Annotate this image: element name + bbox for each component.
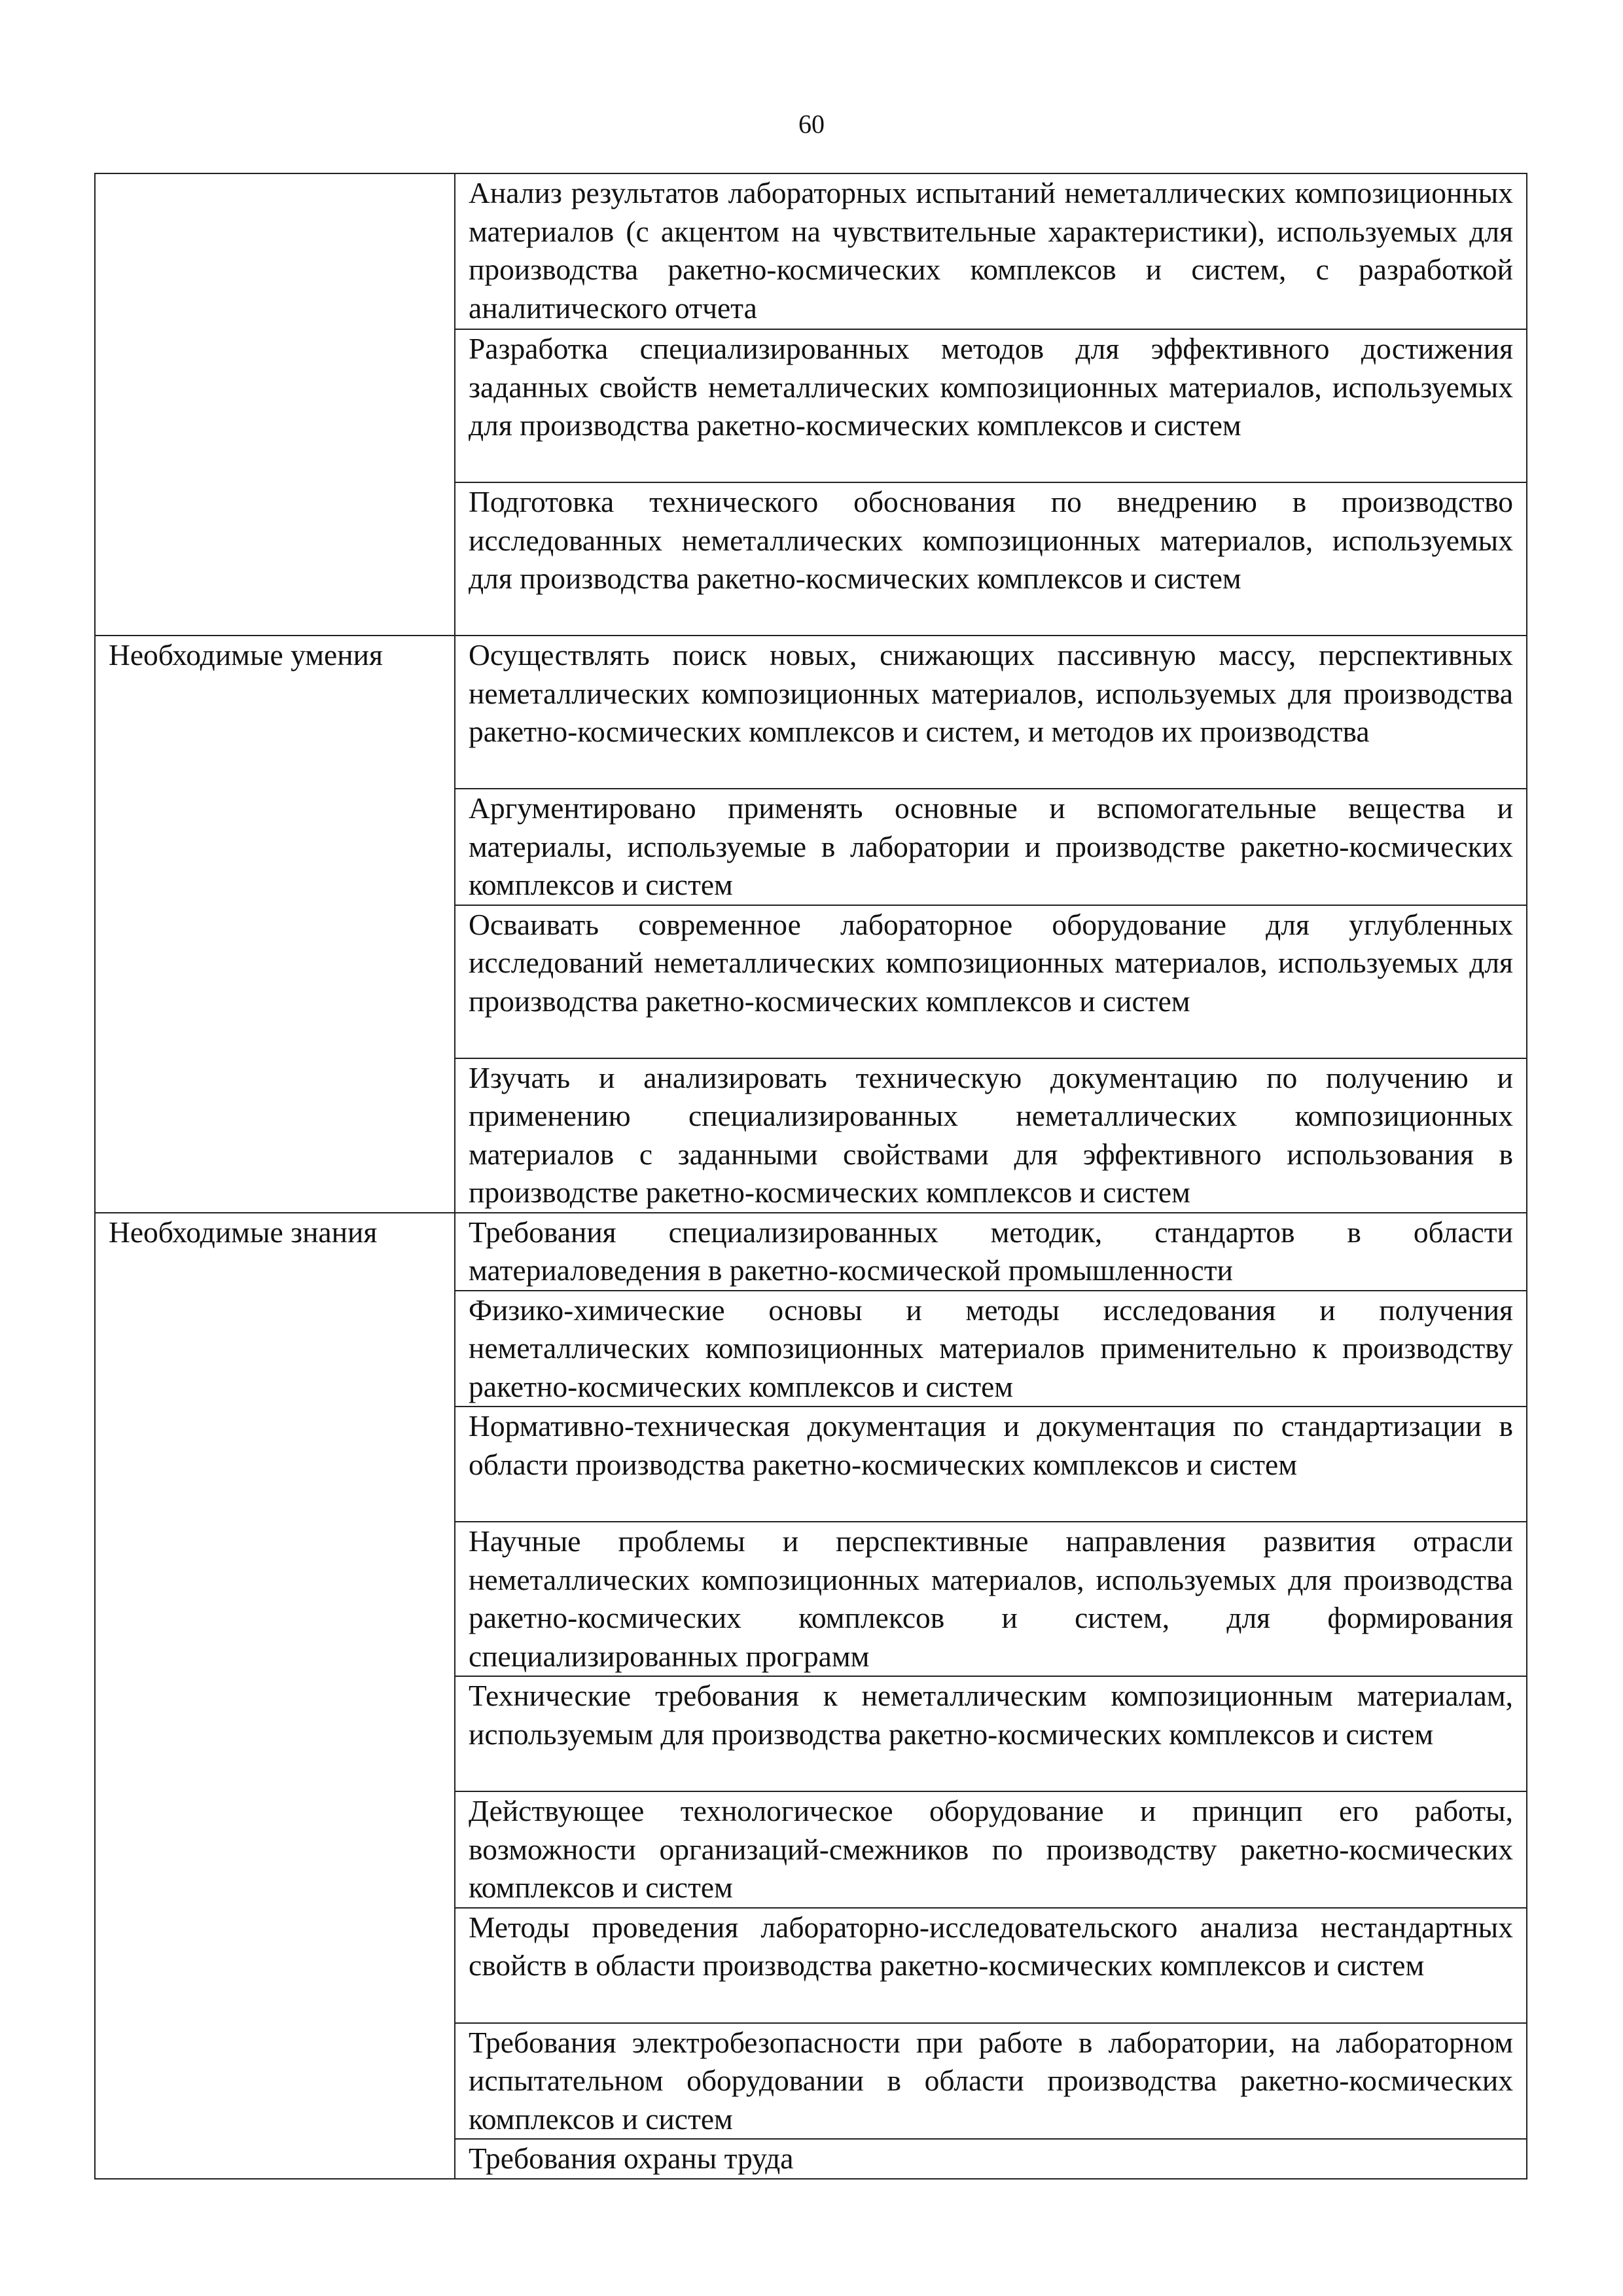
table-cell: Аргументировано применять основные и вспомогательные вещества и материалы, используемые в лаборатории и производстве ракетно-космических комплексов и систем (455, 789, 1527, 905)
row-label-knowledge: Необходимые знания (95, 1213, 455, 2179)
competency-table (94, 173, 1527, 2179)
table-row (95, 636, 1527, 789)
table-cell: Требования электробезопасности при работе в лаборатории, на лабораторном испытательном оборудовании в области производства ракетно-космических комплексов и систем (455, 2023, 1527, 2140)
table-cell: Осваивать современное лабораторное оборудование для углубленных исследований неметаллических композиционных материалов, используемых для производства ракетно-космических комплексов и систем (455, 905, 1527, 1058)
table-cell: Технические требования к неметаллическим композиционным материалам, используемым для производства ракетно-космических комплексов и систем (455, 1676, 1527, 1791)
table-row (95, 1213, 1527, 1291)
table-cell: Анализ результатов лабораторных испытаний неметаллических композиционных материалов (с акцентом на чувствительные характеристики), используемых для производства ракетно-космических комплексов и систем, с разработкой аналитического отчета (455, 173, 1527, 329)
row-label-empty (95, 173, 455, 636)
table-cell: Методы проведения лабораторно-исследовательского анализа нестандартных свойств в области производства ракетно-космических комплексов и систем (455, 1908, 1527, 2023)
table-cell: Научные проблемы и перспективные направления развития отрасли неметаллических композиционных материалов, используемых для производства ракетно-космических комплексов и систем, для формирования специализированных программ (455, 1522, 1527, 1676)
table-row (95, 173, 1527, 329)
table-cell: Осуществлять поиск новых, снижающих пассивную массу, перспективных неметаллических композиционных материалов, используемых для производства ракетно-космических комплексов и систем, и методов их производства (455, 636, 1527, 789)
table-cell: Разработка специализированных методов для эффективного достижения заданных свойств неметаллических композиционных материалов, используемых для производства ракетно-космических комплексов и систем (455, 329, 1527, 482)
table-cell: Физико-химические основы и методы исследования и получения неметаллических композиционных материалов применительно к производству ракетно-космических комплексов и систем (455, 1291, 1527, 1407)
table-cell: Требования специализированных методик, стандартов в области материаловедения в ракетно-космической промышленности (455, 1213, 1527, 1291)
table-cell: Действующее технологическое оборудование и принцип его работы, возможности организаций-смежников по производству ракетно-космических комплексов и систем (455, 1791, 1527, 1908)
table-cell: Подготовка технического обоснования по внедрению в производство исследованных неметаллических композиционных материалов, используемых для производства ракетно-космических комплексов и систем (455, 482, 1527, 636)
table-cell: Изучать и анализировать техническую документацию по получению и применению специализированных неметаллических композиционных материалов с заданными свойствами для эффективного использования в производстве ракетно-космических комплексов и систем (455, 1058, 1527, 1213)
row-label-skills: Необходимые умения (95, 636, 455, 1213)
page-number: 60 (798, 109, 825, 139)
table-cell: Нормативно-техническая документация и документация по стандартизации в области производства ракетно-космических комплексов и систем (455, 1407, 1527, 1522)
table-cell: Требования охраны труда (455, 2139, 1527, 2179)
